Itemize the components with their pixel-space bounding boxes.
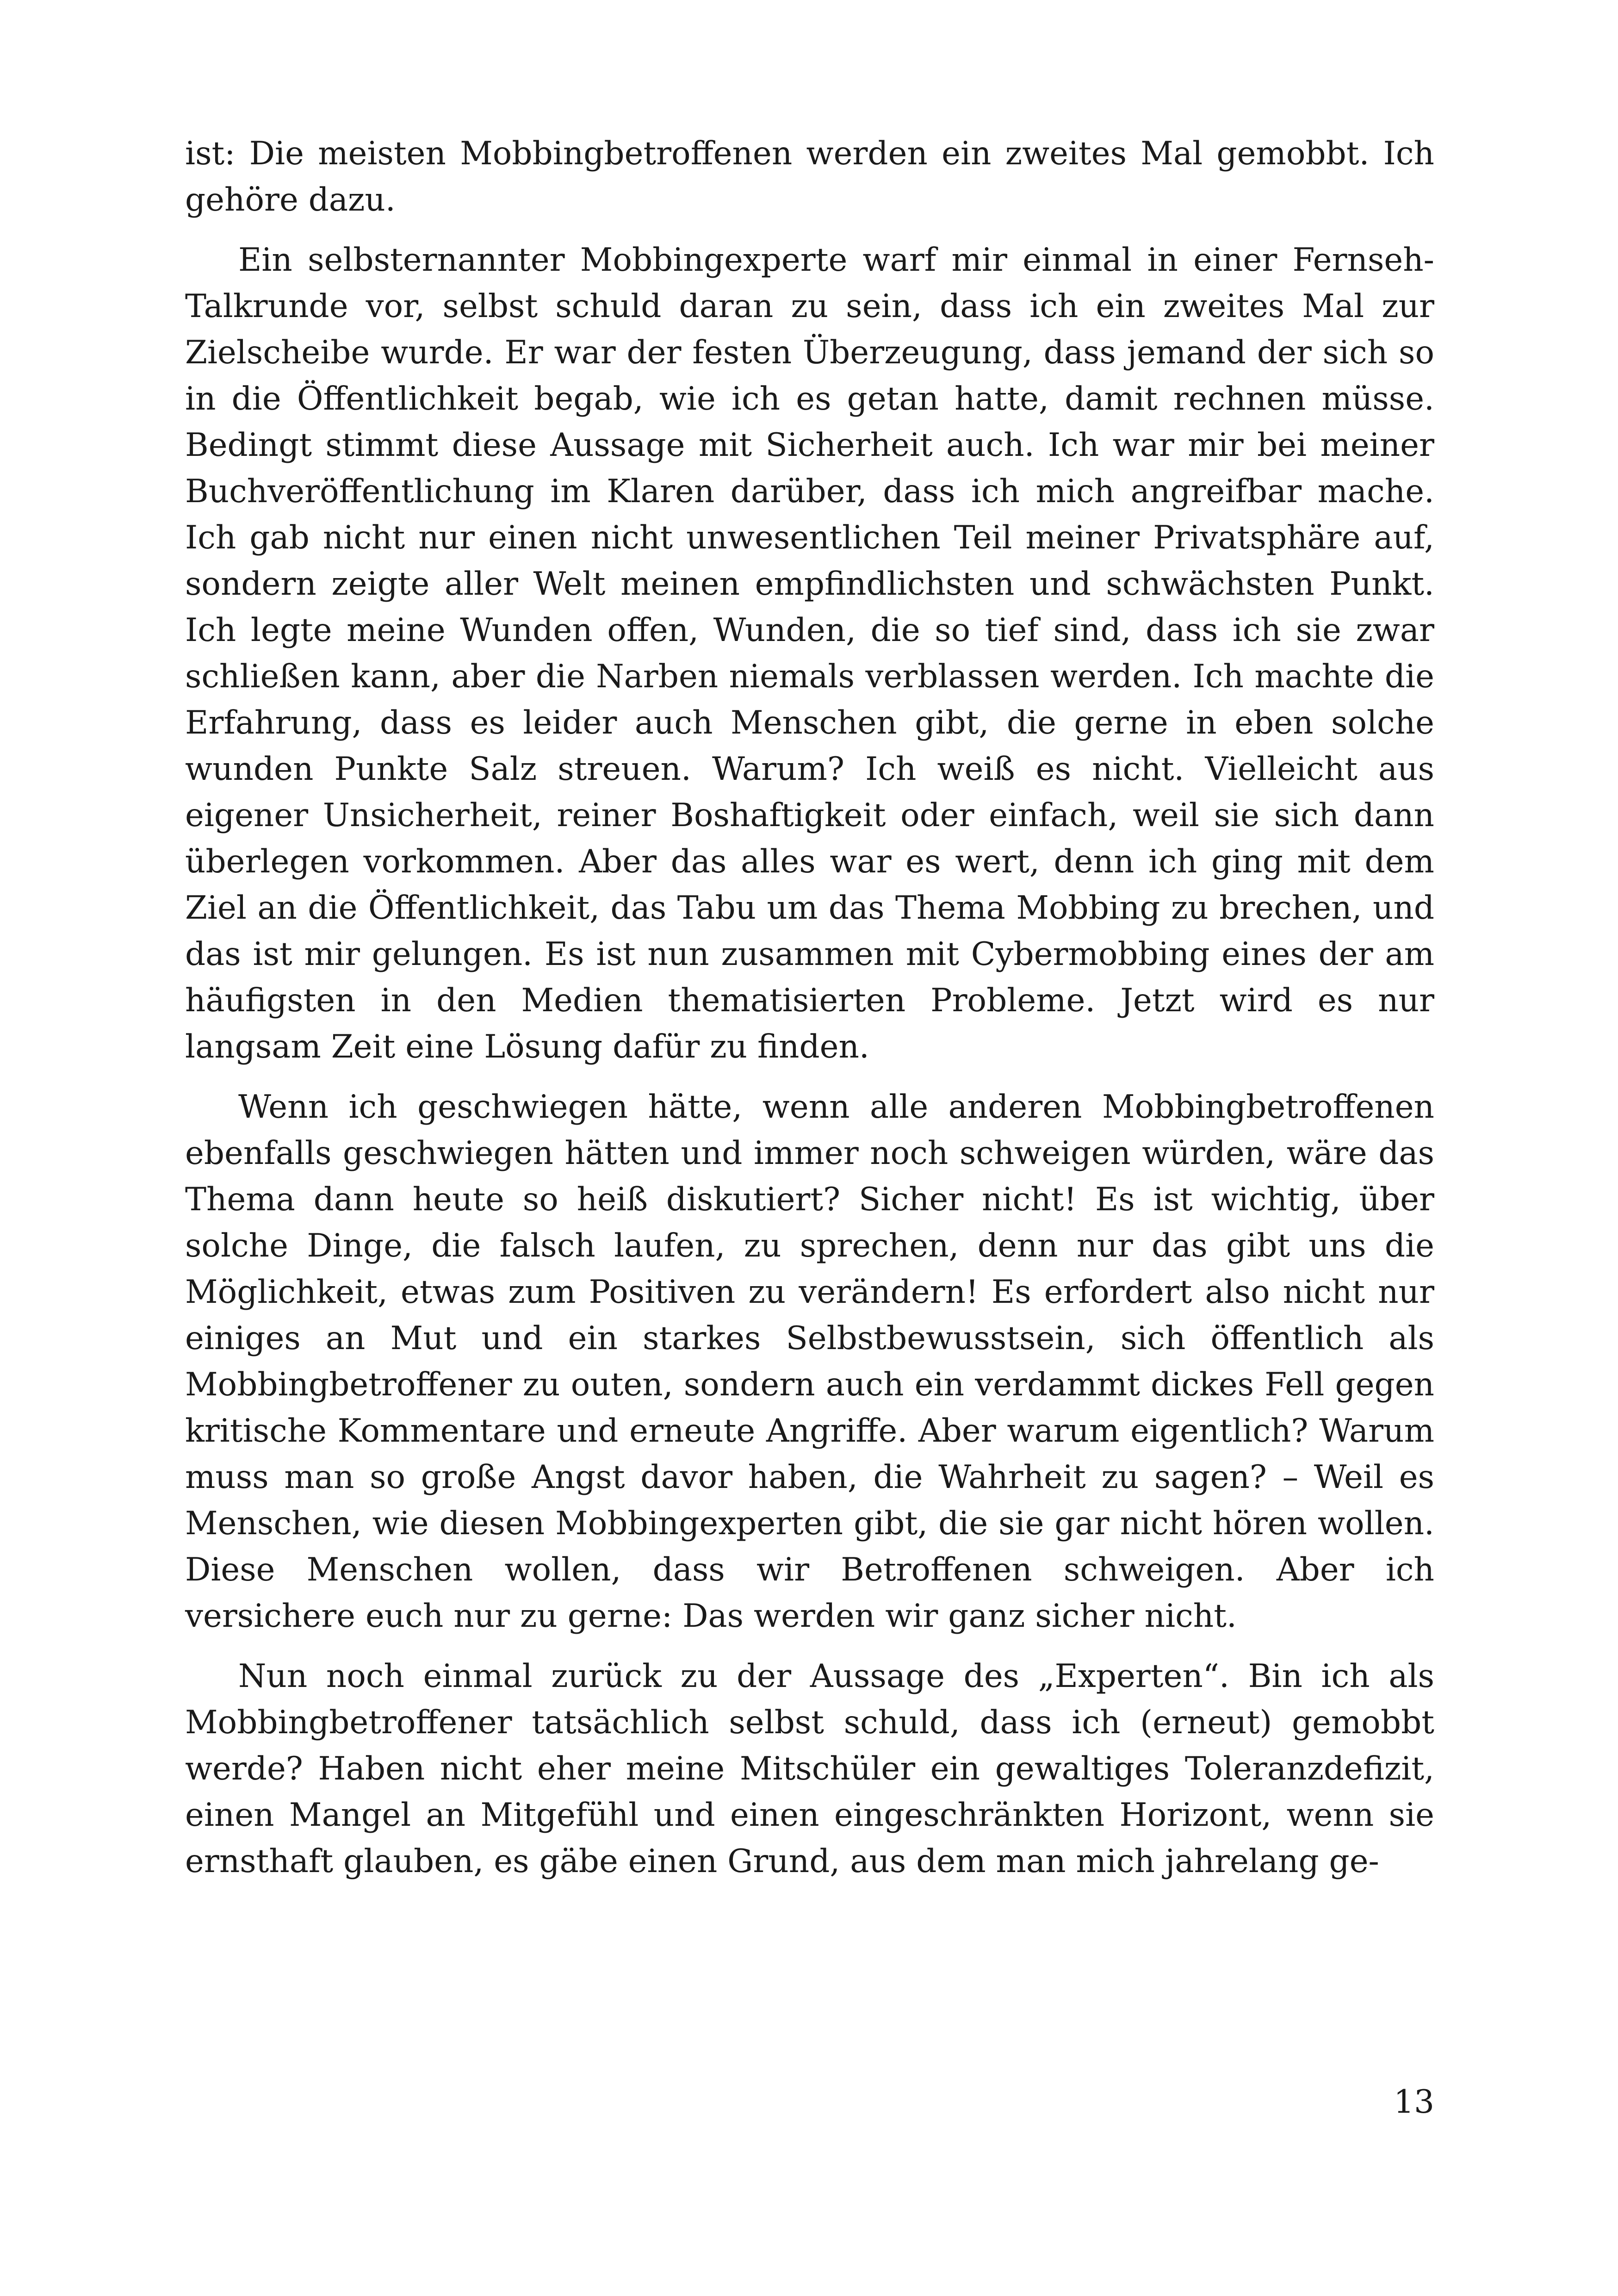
page-number: 13 (1394, 2084, 1434, 2121)
paragraph-silence: Wenn ich geschwiegen hätte, wenn alle anderen Mobbingbetroffenen ebenfalls geschwiegen hätten und immer noch schweigen würden, wäre das Thema dann heute so heiß diskutiert? Sicher nicht! Es ist wichtig, über solche Dinge, die falsch laufen, zu sprechen, denn nur das gibt uns die Möglichkeit, etwas zum Positiven zu verändern! Es erfordert also nicht nur einiges an Mut und ein starkes Selbstbewusstsein, sich öffentlich als Mobbingbetroffener zu outen, sondern auch ein verdammt dickes Fell gegen kritische Kommentare und erneute Angriffe. Aber warum eigentlich? Warum muss man so große Angst davor haben, die Wahrheit zu sagen? – Weil es Menschen, wie diesen Mobbingexperten gibt, die sie gar nicht hören wollen. Diese Menschen wollen, dass wir Betroffenen schweigen. Aber ich versichere euch nur zu gerne: Das werden wir ganz sicher nicht. (185, 1089, 1434, 1635)
paragraph-continuation: ist: Die meisten Mobbingbetroffenen werden ein zweites Mal gemobbt. Ich gehöre dazu. (185, 135, 1434, 218)
paragraph-expert-accusation: Ein selbsternannter Mobbingexperte warf mir einmal in einer Fernseh-Talkrunde vor, selbst schuld daran zu sein, dass ich ein zweites Mal zur Zielscheibe wurde. Er war der festen Überzeugung, dass jemand der sich so in die Öffentlichkeit begab, wie ich es getan hatte, damit rechnen müsse. Bedingt stimmt diese Aussage mit Sicherheit auch. Ich war mir bei meiner Buchveröffentlichung im Klaren darüber, dass ich mich angreifbar mache. Ich gab nicht nur einen nicht unwesentlichen Teil meiner Privatsphäre auf, sondern zeigte aller Welt meinen empfindlichsten und schwächsten Punkt. Ich legte meine Wunden offen, Wunden, die so tief sind, dass ich sie zwar schließen kann, aber die Narben niemals verblassen werden. Ich machte die Erfahrung, dass es leider auch Menschen gibt, die gerne in eben solche wunden Punkte Salz streuen. Warum? Ich weiß es nicht. Vielleicht aus eigener Unsicherheit, reiner Boshaftigkeit oder einfach, weil sie sich dann überlegen vorkommen. Aber das alles war es wert, denn ich ging mit dem Ziel an die Öffentlichkeit, das Tabu um das Thema Mobbing zu brechen, und das ist mir gelungen. Es ist nun zusammen mit Cybermobbing eines der am häufigsten in den Medien thematisierten Probleme. Jetzt wird es nur langsam Zeit eine Lösung dafür zu finden. (185, 242, 1434, 1065)
body-text (185, 131, 1434, 1898)
paragraph-return-to-statement: Nun noch einmal zurück zu der Aussage des „Experten“. Bin ich als Mobbingbetroffener tatsächlich selbst schuld, dass ich (erneut) gemobbt werde? Haben nicht eher meine Mitschüler ein gewaltiges Toleranzdefizit, einen Mangel an Mitgefühl und einen eingeschränkten Horizont, wenn sie ernsthaft glauben, es gäbe einen Grund, aus dem man mich jahrelang ge- (185, 1658, 1434, 1880)
